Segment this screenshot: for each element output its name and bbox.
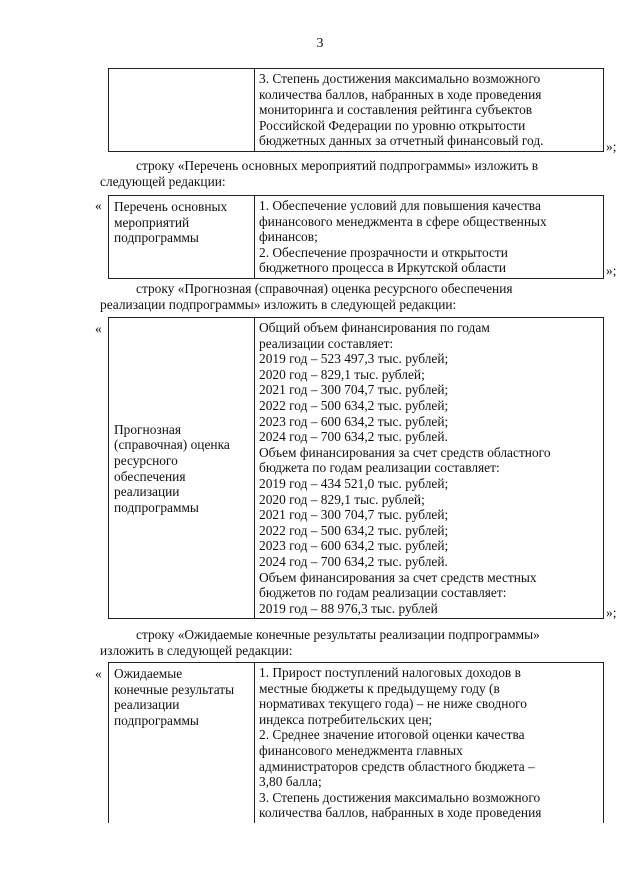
table-3-line: 2023 год – 600 634,2 тыс. рублей;	[259, 538, 449, 554]
table-2-left-line: мероприятий	[114, 214, 190, 230]
table-3-close-quote: »;	[606, 605, 617, 620]
table-3-line: Объем финансирования за счет средств местных	[259, 569, 537, 585]
table-2-left-cell	[109, 196, 255, 278]
table-4-line: местные бюджеты к предыдущему году (в	[259, 680, 500, 696]
table-3-line: 2024 год – 700 634,2 тыс. рублей.	[259, 553, 448, 569]
paragraph-2-line-1: строку «Прогнозная (справочная) оценка ресурсного обеспечения	[136, 281, 513, 296]
table-3-line: Общий объем финансирования по годам	[259, 320, 490, 335]
paragraph-3	[100, 627, 612, 658]
table-3-line: 2024 год – 700 634,2 тыс. рублей.	[259, 429, 448, 445]
table-3-left-line: (справочная) оценка	[114, 437, 230, 453]
table-4-line: нормативах текущего года) – не ниже сводного	[259, 696, 527, 712]
table-4-left-line: реализации	[114, 697, 180, 713]
table-4-left-line: подпрограммы	[114, 712, 199, 728]
table-2-left-line: подпрограммы	[114, 230, 199, 246]
paragraph-3-line-2: изложить в следующей редакции:	[100, 642, 293, 658]
table-3-line: бюджетов по годам реализации составляет:	[259, 585, 507, 601]
table-4-left-line: Ожидаемые	[114, 666, 183, 681]
table-3-left-cell	[109, 318, 255, 618]
table-4-line: количества баллов, набранных в ходе проведения	[259, 805, 542, 821]
table-2-open-quote: «	[95, 198, 102, 213]
table-3-left-line: обеспечения	[114, 468, 186, 484]
table-3-line: бюджета по годам реализации составляет:	[259, 460, 500, 476]
table-2-left-line: Перечень основных	[114, 199, 228, 214]
table-3-open-quote: «	[95, 321, 102, 336]
table-3	[108, 317, 604, 619]
table-3-line: 2019 год – 523 497,3 тыс. рублей;	[259, 351, 449, 367]
table-3-line: 2020 год – 829,1 тыс. рублей;	[259, 366, 425, 382]
table-4-open-quote: «	[95, 666, 102, 681]
table-2-close-quote: »;	[606, 263, 617, 278]
table-2-right-cell	[255, 196, 603, 278]
table-2-line: бюджетного процесса в Иркутской области	[259, 260, 507, 276]
table-3-right-cell	[255, 318, 603, 618]
table-1-line: 3. Степень достижения максимально возможного	[259, 71, 541, 86]
table-2-line: финансового менеджмента в сфере общественных	[259, 213, 547, 229]
table-4-line: индекса потребительских цен;	[259, 711, 433, 727]
table-4-line: 3,80 балла;	[259, 774, 322, 790]
table-1-left-cell	[109, 69, 255, 151]
paragraph-1-line-1: строку «Перечень основных мероприятий подпрограммы» изложить в	[136, 158, 539, 173]
table-3-line: 2021 год – 300 704,7 тыс. рублей;	[259, 507, 449, 523]
table-2-line: 2. Обеспечение прозрачности и открытости	[259, 244, 508, 260]
table-4-right-cell	[255, 663, 603, 823]
table-3-left-line: ресурсного	[114, 453, 178, 469]
table-3-line: реализации составляет:	[259, 335, 394, 351]
table-1-close-quote: »;	[606, 139, 617, 154]
paragraph-1	[100, 158, 612, 189]
table-2-line: финансов;	[259, 229, 318, 245]
table-2	[108, 195, 604, 279]
paragraph-1-line-2: следующей редакции:	[100, 173, 226, 189]
table-1-line: количества баллов, набранных в ходе проведения	[259, 86, 542, 102]
table-3-left-line: подпрограммы	[114, 499, 199, 515]
table-1-right-cell	[255, 69, 603, 151]
paragraph-3-line-1: строку «Ожидаемые конечные результаты реализации подпрограммы»	[136, 627, 540, 642]
table-1-line: мониторинга и составления рейтинга субъектов	[259, 102, 533, 118]
table-3-line: 2019 год – 434 521,0 тыс. рублей;	[259, 475, 449, 491]
table-1-line: бюджетных данных за отчетный финансовый год.	[259, 133, 544, 149]
table-1	[108, 68, 604, 152]
table-4-line: 3. Степень достижения максимально возможного	[259, 789, 541, 805]
paragraph-2	[100, 281, 612, 312]
table-3-line: 2020 год – 829,1 тыс. рублей;	[259, 491, 425, 507]
table-4	[108, 662, 604, 823]
table-2-line: 1. Обеспечение условий для повышения качества	[259, 198, 541, 213]
table-3-line: Объем финансирования за счет средств областного	[259, 444, 551, 460]
table-1-line: Российской Федерации по уровню открытости	[259, 117, 526, 133]
table-4-line: 1. Прирост поступлений налоговых доходов в	[259, 665, 521, 680]
paragraph-2-line-2: реализации подпрограммы» изложить в следующей редакции:	[100, 296, 457, 312]
table-3-line: 2022 год – 500 634,2 тыс. рублей;	[259, 522, 449, 538]
table-3-line: 2019 год – 88 976,3 тыс. рублей	[259, 600, 438, 616]
table-4-left-cell	[109, 663, 255, 823]
table-4-line: администраторов средств областного бюджета –	[259, 758, 535, 774]
table-3-line: 2023 год – 600 634,2 тыс. рублей;	[259, 413, 449, 429]
table-3-left-line: Прогнозная	[114, 421, 181, 437]
table-3-line: 2021 год – 300 704,7 тыс. рублей;	[259, 382, 449, 398]
table-4-left-line: конечные результаты	[114, 681, 235, 697]
table-4-line: финансового менеджмента главных	[259, 742, 463, 758]
table-3-line: 2022 год – 500 634,2 тыс. рублей;	[259, 397, 449, 413]
table-4-line: 2. Среднее значение итоговой оценки качества	[259, 727, 525, 743]
table-3-left-line: реализации	[114, 484, 180, 500]
page-number: 3	[316, 36, 324, 51]
